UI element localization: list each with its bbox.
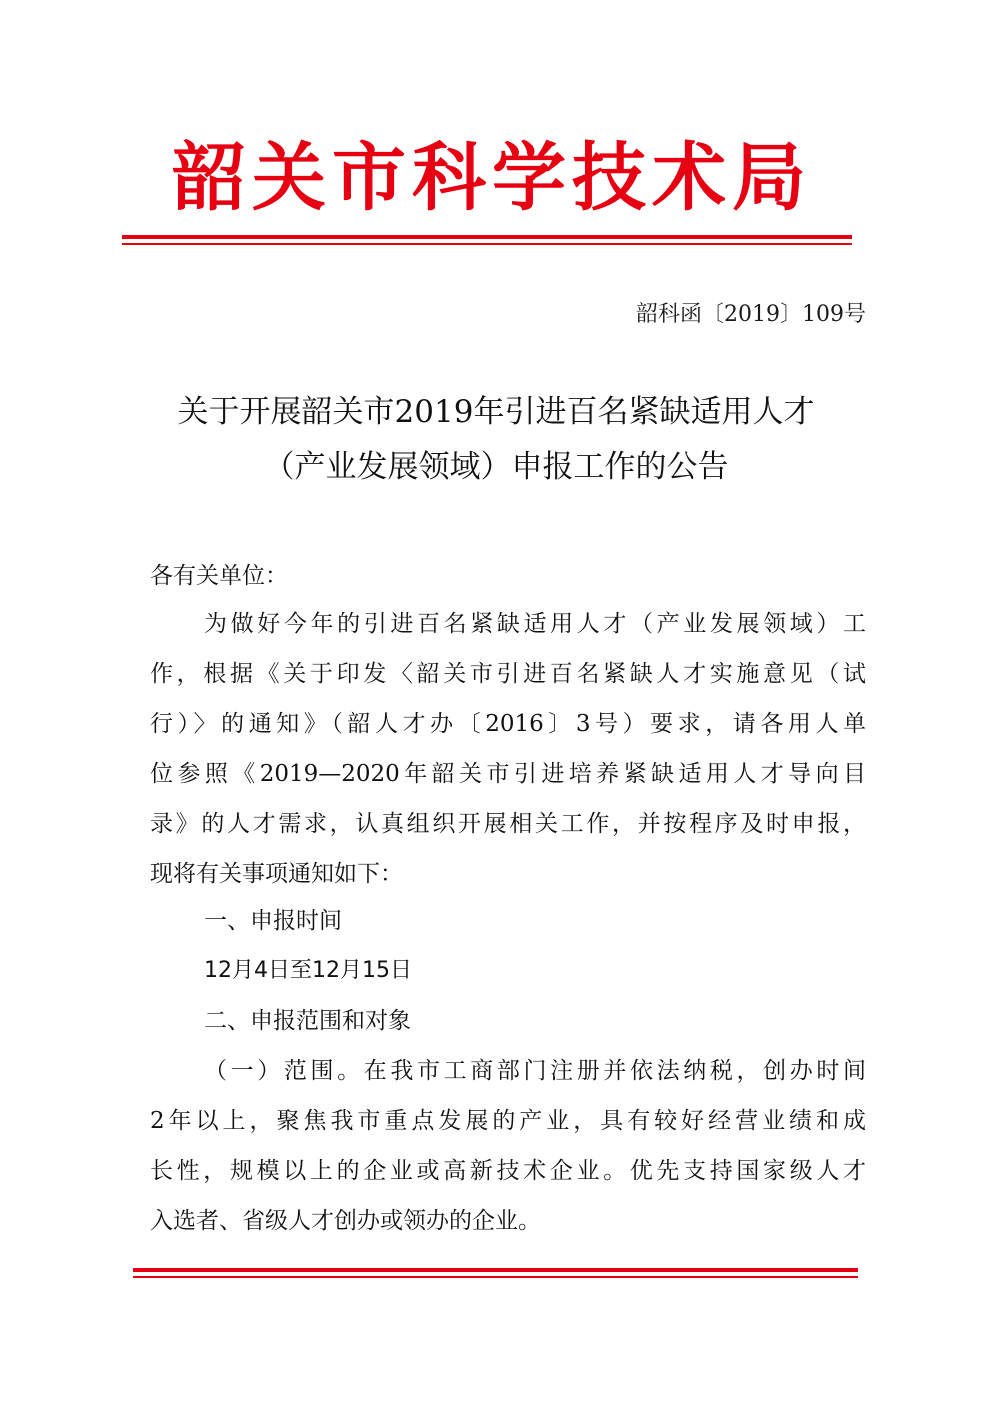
document-title-line-1: 关于开展韶关市2019年引进百名紧缺适用人才 [177,394,815,430]
footer-rule-thin [133,1276,858,1278]
masthead-rule-thin [122,243,852,245]
paragraph-line: 现将有关事项通知如下： [150,861,403,887]
agency-masthead: 韶关市科学技术局 [172,135,812,221]
masthead-rule-thick [122,235,852,239]
document-title-line-2: （产业发展领域）申报工作的公告 [263,449,729,485]
paragraph-line: 2年以上，聚焦我市重点发展的产业，具有较好经营业绩和成 [150,1108,866,1134]
section-heading-1: 一、申报时间 [204,908,342,934]
salutation: 各有关单位： [150,563,288,589]
paragraph-line: 为做好今年的引进百名紧缺适用人才（产业发展领域）工 [204,611,866,637]
paragraph-line: 录》的人才需求，认真组织开展相关工作，并按程序及时申报， [150,811,866,837]
document-number: 韶科函〔2019〕109号 [636,302,866,327]
paragraph-line: 入选者、省级人才创办或领办的企业。 [150,1208,541,1234]
paragraph-line: 作，根据《关于印发〈韶关市引进百名紧缺人才实施意见（试 [150,661,866,687]
paragraph-line: 位参照《2019—2020年韶关市引进培养紧缺适用人才导向目 [150,761,866,787]
section-content-1: 12月4日至12月15日 [204,958,412,983]
paragraph-line: 行）〉的通知》（韶人才办〔2016〕3号）要求，请各用人单 [150,711,866,737]
footer-rule-thick [133,1268,858,1272]
paragraph-line: （一）范围。在我市工商部门注册并依法纳税，创办时间 [204,1058,866,1084]
section-heading-2: 二、申报范围和对象 [204,1008,411,1034]
paragraph-line: 长性，规模以上的企业或高新技术企业。优先支持国家级人才 [150,1158,866,1184]
